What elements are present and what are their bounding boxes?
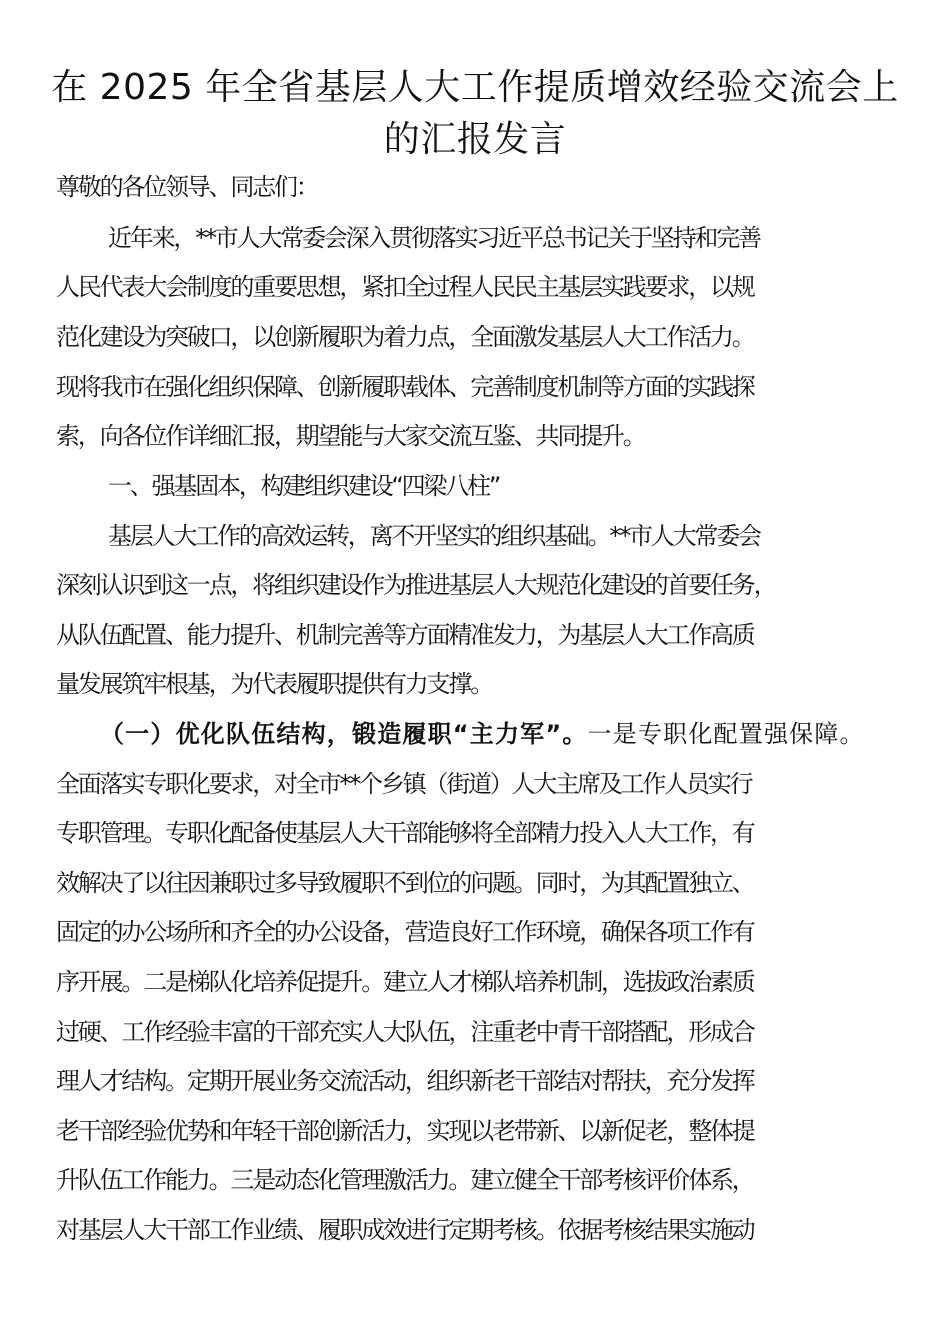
paragraph-line: 升队伍工作能力。三是动态化管理激活力。建立健全干部考核评价体系， [56, 1166, 754, 1194]
paragraph-line: 索，向各位作详细汇报，期望能与大家交流互鉴、共同提升。 [56, 422, 645, 450]
subsection-heading: （一）优化队伍结构，锻造履职“主力军”。 [100, 720, 588, 748]
paragraph-line: 近年来，**市人大常委会深入贯彻落实习近平总书记关于坚持和完善 [108, 224, 760, 252]
paragraph-line: 效解决了以往因兼职过多导致履职不到位的问题。同时，为其配置独立、 [56, 869, 754, 897]
paragraph-line: 过硬、工作经验丰富的干部充实人大队伍，注重老中青干部搭配，形成合 [56, 1018, 754, 1046]
paragraph-line: 范化建设为突破口，以创新履职为着力点，全面激发基层人大工作活力。 [56, 323, 754, 351]
salutation: 尊敬的各位领导、同志们： [56, 173, 318, 201]
paragraph-line: 量发展筑牢根基，为代表履职提供有力支撑。 [56, 670, 492, 698]
title-line-2: 的汇报发言 [383, 119, 567, 160]
paragraph-line: 从队伍配置、能力提升、机制完善等方面精准发力，为基层人大工作高质 [56, 621, 754, 649]
paragraph-line: 全面落实专职化要求，对全市**个乡镇（街道）人大主席及工作人员实行 [56, 770, 752, 798]
section-heading: 一、强基固本，构建组织建设“四梁八柱” [108, 472, 500, 500]
subsection-first-line [100, 718, 888, 750]
paragraph-line: 老干部经验优势和年轻干部创新活力，实现以老带新、以新促老，整体提 [56, 1117, 754, 1145]
subsection-first-line-rest: 一是专职化配置强保障。 [587, 720, 865, 748]
paragraph-line: 人民代表大会制度的重要思想，紧扣全过程人民民主基层实践要求，以规 [56, 273, 754, 301]
paragraph-line: 专职管理。专职化配备使基层人大干部能够将全部精力投入人大工作，有 [56, 819, 754, 847]
title-line-1: 在 2025 年全省基层人大工作提质增效经验交流会上 [51, 67, 899, 108]
paragraph-line: 序开展。二是梯队化培养促提升。建立人才梯队培养机制，选拔政治素质 [56, 968, 754, 996]
document-title [40, 62, 910, 166]
paragraph-line: 现将我市在强化组织保障、创新履职载体、完善制度机制等方面的实践探 [56, 373, 754, 401]
paragraph-line: 理人才结构。定期开展业务交流活动，组织新老干部结对帮扶，充分发挥 [56, 1067, 754, 1095]
paragraph-line: 对基层人大干部工作业绩、履职成效进行定期考核。依据考核结果实施动 [56, 1216, 754, 1244]
paragraph-line: 固定的办公场所和齐全的办公设备，营造良好工作环境，确保各项工作有 [56, 918, 754, 946]
paragraph-line: 深刻认识到这一点，将组织建设作为推进基层人大规范化建设的首要任务， [56, 571, 776, 599]
paragraph-line: 基层人大工作的高效运转，离不开坚实的组织基础。**市人大常委会 [108, 522, 760, 550]
